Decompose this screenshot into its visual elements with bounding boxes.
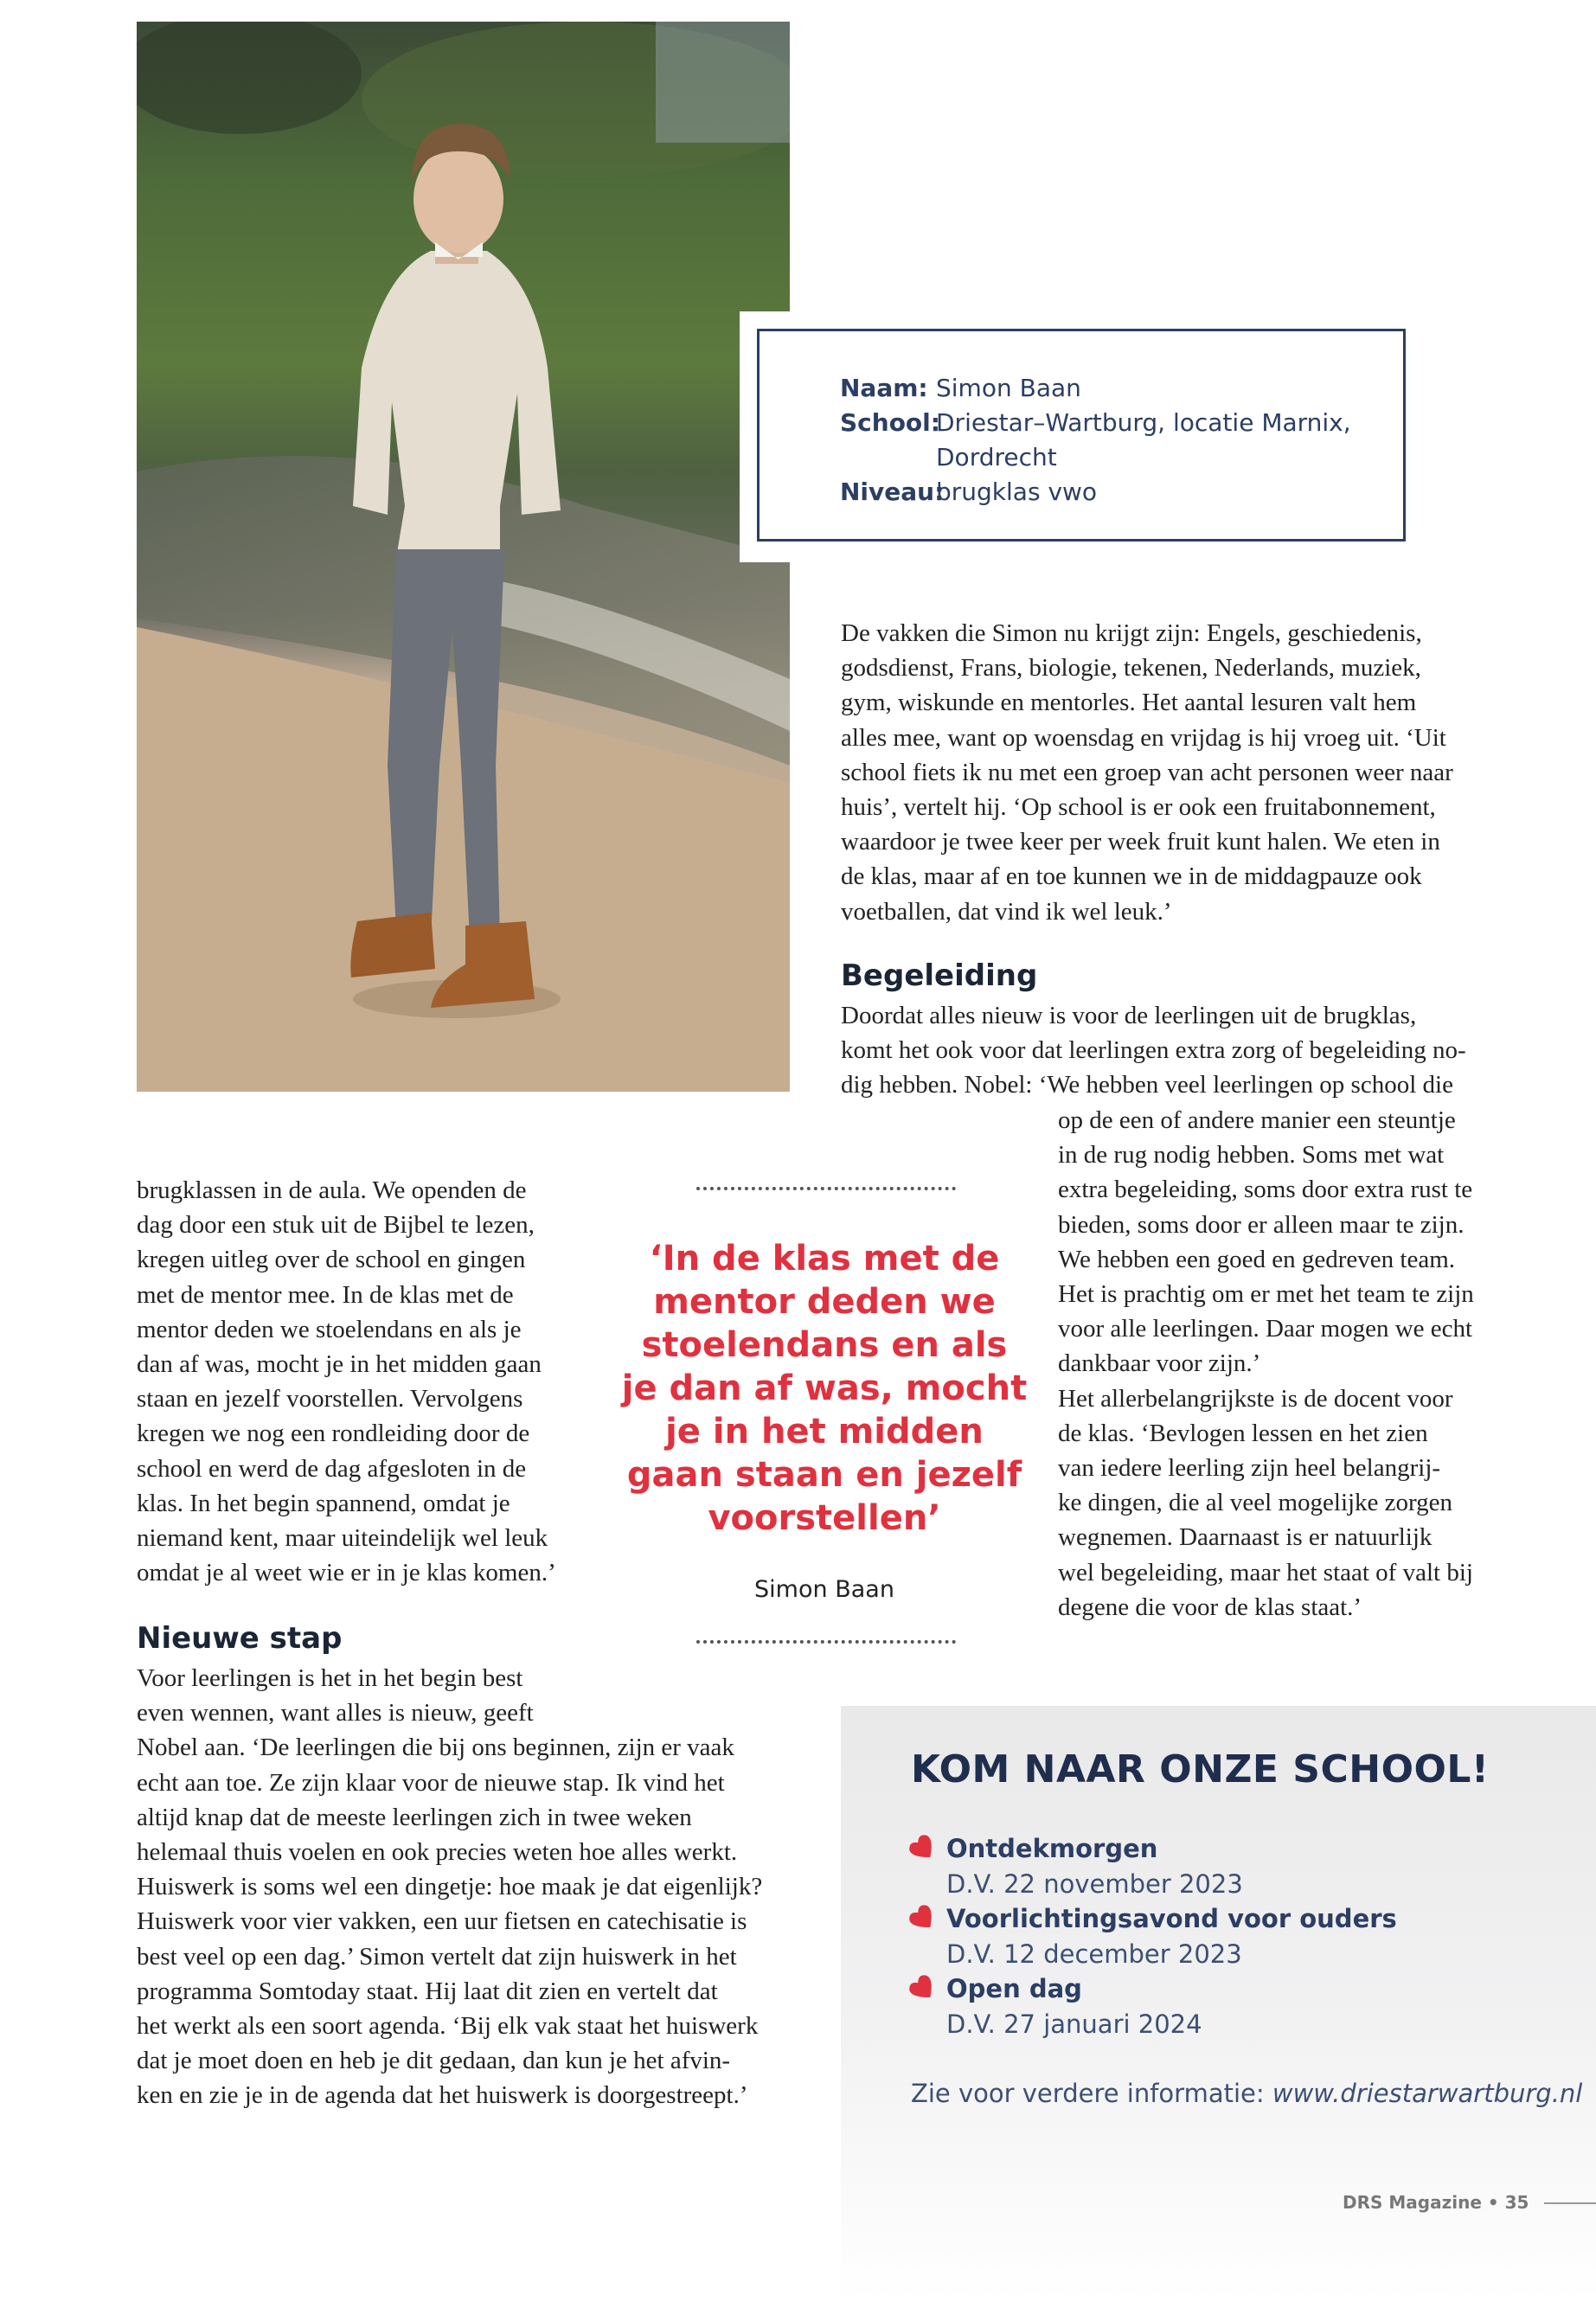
more-info-line bbox=[911, 2079, 1582, 2108]
name-label: Naam: bbox=[840, 374, 928, 402]
quote-line: je dan af was, mocht bbox=[621, 1368, 1028, 1408]
text-line: ken en zie je in de agenda dat het huiswerk is doorgestreept.’ bbox=[137, 2081, 748, 2110]
heart-bullet-icon bbox=[908, 1974, 938, 2003]
text-line: Nobel aan. ‘De leerlingen die bij ons beginnen, zijn er vaak bbox=[137, 1734, 734, 1762]
text-line: van iedere leerling zijn heel belangrij- bbox=[1058, 1454, 1441, 1483]
school-website-link[interactable]: www.driestarwartburg.nl bbox=[1272, 2079, 1583, 2108]
text-line: klas. In het begin spannend, omdat je bbox=[137, 1489, 510, 1517]
name-value: Simon Baan bbox=[936, 374, 1081, 402]
text-line: brugklassen in de aula. We openden de bbox=[137, 1176, 527, 1204]
text-line: op de een of andere manier een steuntje bbox=[1058, 1106, 1456, 1134]
school-label: School: bbox=[840, 408, 940, 437]
text-line: komt het ook voor dat leerlingen extra zorg of begeleiding no- bbox=[841, 1036, 1466, 1065]
text-line: helemaal thuis voelen en ook precies weten hoe alles werkt. bbox=[137, 1838, 738, 1867]
text-line: dig hebben. Nobel: ‘We hebben veel leerlingen op school die bbox=[841, 1071, 1453, 1099]
page-number: 35 bbox=[1504, 2192, 1529, 2213]
more-info-label: Zie voor verdere informatie: bbox=[911, 2079, 1265, 2108]
begeleiding-body bbox=[1058, 1103, 1474, 1625]
quote-author: Simon Baan bbox=[754, 1576, 894, 1603]
text-line: Het allerbelangrijkste is de docent voor bbox=[1058, 1384, 1453, 1413]
intro-paragraph bbox=[841, 616, 1453, 929]
text-line: even wennen, want alles is nieuw, geeft bbox=[137, 1699, 534, 1727]
text-line: programma Somtoday staat. Hij laat dit zien en vertelt dat bbox=[137, 1977, 718, 2005]
begeleiding-intro bbox=[841, 998, 1466, 1103]
text-line: de klas, maar af en toe kunnen we in de middagpauze ook bbox=[841, 862, 1422, 891]
text-line: Doordat alles nieuw is voor de leerlingen uit de brugklas, bbox=[841, 1002, 1417, 1029]
event-date: D.V. 12 december 2023 bbox=[946, 1939, 1242, 1969]
event-name: Open dag bbox=[946, 1974, 1082, 2003]
text-line: met de mentor mee. In de klas met de bbox=[137, 1280, 514, 1309]
text-line: alles mee, want op woensdag en vrijdag is hij vroeg uit. ‘Uit bbox=[841, 723, 1446, 752]
text-line: wel begeleiding, maar het staat of valt bij bbox=[1058, 1558, 1473, 1586]
text-line: gym, wiskunde en mentorles. Het aantal lesuren valt hem bbox=[841, 689, 1417, 717]
quote-divider-bottom bbox=[696, 1640, 956, 1644]
text-line: Huiswerk voor vier vakken, een uur fietsen en catechisatie is bbox=[137, 1907, 747, 1936]
text-line: school fiets ik nu met een groep van acht personen weer naar bbox=[841, 758, 1453, 786]
text-line: extra begeleiding, soms door extra rust te bbox=[1058, 1176, 1473, 1204]
text-line: waardoor je twee keer per week fruit kunt halen. We eten in bbox=[841, 828, 1440, 856]
text-line: best veel op een dag.’ Simon vertelt dat zijn huiswerk in het bbox=[137, 1942, 737, 1971]
text-line: mentor deden we stoelendans en als je bbox=[137, 1315, 522, 1343]
first-day-paragraph bbox=[137, 1173, 556, 1590]
quote-line: voorstellen’ bbox=[708, 1498, 941, 1538]
text-line: omdat je al weet wie er in je klas komen.’ bbox=[137, 1559, 556, 1587]
pull-quote bbox=[621, 1237, 1028, 1540]
quote-line: ‘In de klas met de bbox=[649, 1239, 1000, 1279]
text-line: We hebben een goed en gedreven team. bbox=[1058, 1245, 1456, 1273]
text-line: godsdienst, Frans, biologie, tekenen, Nederlands, muziek, bbox=[841, 654, 1421, 683]
event-date: D.V. 22 november 2023 bbox=[946, 1869, 1243, 1899]
heart-bullet-icon bbox=[908, 1904, 938, 1933]
text-line: dan af was, mocht je in het midden gaan bbox=[137, 1350, 542, 1379]
quote-line: gaan staan en jezelf bbox=[626, 1455, 1022, 1495]
event-name: Voorlichtingsavond voor ouders bbox=[946, 1904, 1397, 1933]
text-line: wegnemen. Daarnaast is er natuurlijk bbox=[1058, 1523, 1433, 1552]
text-line: echt aan toe. Ze zijn klaar voor de nieuwe stap. Ik vind het bbox=[137, 1768, 725, 1797]
text-line: niemand kent, maar uiteindelijk wel leuk bbox=[137, 1524, 548, 1553]
text-line: Huiswerk is soms wel een dingetje: hoe maak je dat eigenlijk? bbox=[137, 1873, 763, 1901]
magazine-name: DRS Magazine bbox=[1343, 2192, 1482, 2213]
text-line: school en werd de dag afgesloten in de bbox=[137, 1454, 527, 1483]
text-line: kregen uitleg over de school en gingen bbox=[137, 1246, 526, 1274]
text-line: altijd knap dat de meeste leerlingen zich in twee weken bbox=[137, 1803, 692, 1831]
begeleiding-heading: Begeleiding bbox=[841, 958, 1038, 993]
text-line: Voor leerlingen is het in het begin best bbox=[137, 1664, 523, 1692]
page-footer bbox=[1343, 2192, 1529, 2213]
text-line: ke dingen, die al veel mogelijke zorgen bbox=[1058, 1489, 1453, 1517]
quote-line: je in het midden bbox=[665, 1412, 984, 1452]
text-line: Het is prachtig om er met het team te zijn bbox=[1058, 1280, 1474, 1309]
text-line: voetballen, dat vind ik wel leuk.’ bbox=[841, 897, 1172, 926]
profile-info-box bbox=[757, 329, 1406, 542]
footer-separator: • bbox=[1487, 2192, 1499, 2213]
text-line: kregen we nog een rondleiding door de bbox=[137, 1420, 530, 1448]
school-value-line-2: Dordrecht bbox=[936, 443, 1057, 471]
footer-rule bbox=[1544, 2202, 1596, 2204]
event-name: Ontdekmorgen bbox=[946, 1834, 1158, 1863]
text-line: degene die voor de klas staat.’ bbox=[1058, 1593, 1362, 1621]
text-line: in de rug nodig hebben. Soms met wat bbox=[1058, 1141, 1445, 1170]
quote-line: stoelendans en als bbox=[641, 1325, 1008, 1365]
text-line: huis’, vertelt hij. ‘Op school is er ook een fruitabonnement, bbox=[841, 793, 1436, 822]
level-value: brugklas vwo bbox=[936, 478, 1098, 506]
school-value-line-1: Driestar–Wartburg, locatie Marnix, bbox=[936, 408, 1351, 437]
text-line: voor alle leerlingen. Daar mogen we echt bbox=[1058, 1315, 1473, 1343]
text-line: het werkt als een soort agenda. ‘Bij elk vak staat het huiswerk bbox=[137, 2012, 759, 2041]
text-line: dat je moet doen en heb je dit gedaan, dan kun je het afvin- bbox=[137, 2047, 731, 2075]
event-date: D.V. 27 januari 2024 bbox=[946, 2009, 1202, 2039]
text-line: bieden, soms door er alleen maar te zijn. bbox=[1058, 1210, 1465, 1239]
event-panel-title: KOM NAAR ONZE SCHOOL! bbox=[911, 1747, 1490, 1791]
nieuwe-stap-heading: Nieuwe stap bbox=[137, 1621, 343, 1656]
text-line: dankbaar voor zijn.’ bbox=[1058, 1349, 1261, 1378]
level-label: Niveau: bbox=[840, 478, 945, 506]
quote-line: mentor deden we bbox=[653, 1282, 996, 1322]
portrait-photo bbox=[137, 22, 790, 1092]
text-line: staan en jezelf voorstellen. Vervolgens bbox=[137, 1385, 523, 1413]
text-line: De vakken die Simon nu krijgt zijn: Engels, geschiedenis, bbox=[841, 619, 1422, 647]
text-line: dag door een stuk uit de Bijbel te lezen, bbox=[137, 1211, 535, 1240]
heart-bullet-icon bbox=[908, 1834, 938, 1863]
text-line: de klas. ‘Bevlogen lessen en het zien bbox=[1058, 1419, 1428, 1447]
nieuwe-stap-body bbox=[137, 1661, 762, 2113]
quote-divider-top bbox=[696, 1187, 956, 1190]
